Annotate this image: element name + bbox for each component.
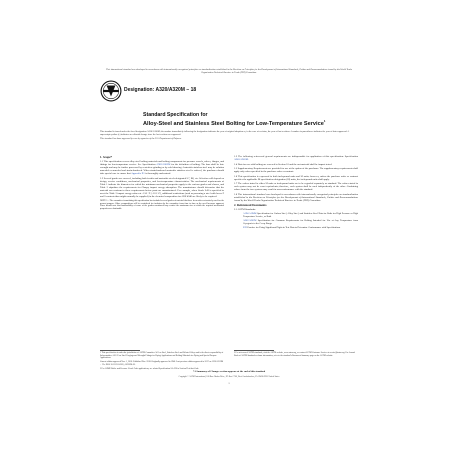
- footnote-2: 2 For ASME Boiler and Pressure Vessel Code applications, see related Specification SA-320 in Section II of that Code.: [100, 367, 200, 370]
- issuance-statement: [100, 131, 358, 142]
- scope-1-3: 1.3 The following referenced general requirements are indispensable for application of this specification: Specification A962/A962M.: [234, 155, 358, 162]
- title-footnote-mark: 1: [323, 119, 326, 124]
- summary-of-changes-note: *A Summary of Changes section appears at the end of this standard: [192, 370, 266, 373]
- footnotes-right: [234, 352, 358, 357]
- issuance-p2: This standard has been approved for use by agencies of the U.S. Department of Defense.: [100, 138, 182, 141]
- ref-item: A962/A962M Specification for Common Requirements for Bolting Intended for Use at Any Temperature from Cryogenic to the Creep Range: [243, 218, 358, 225]
- ref-2-1: 2.1 ASTM Standards:: [234, 207, 256, 211]
- scope-1-2: 1.2 Several grades are covered, including both ferritic and austenitic steels designated L7, B8, etc. Selection will depend on design, service conditions, mechanical properties, and low-temperature characteristics. The mechanical requirements of Table 1 indicate the diameters for which the minimum mechanical properties apply to the various grades and classes, and Table 2 stipulates the requirements for Charpy impact energy absorption. The manufacturer should determine that the material can conform to these requirements before parts are manufactured. For example, when Grade L43 is specified to meet the Table 2 impact energy values at −150 °F [−101 °C], additional restrictions (such as procuring a steel with lower P and S contents than might normally be supplied) in the chemical composition for AISI 4340 are likely to be required.: [100, 176, 224, 199]
- title-line-2: [143, 118, 343, 127]
- link-appendix-x1[interactable]: Appendix X1: [131, 172, 145, 176]
- title-line-1: Standard Specification for: [143, 112, 208, 118]
- tbt-notice: This international standard was developed in accordance with internationally recognized principles on standardization established in the Decision on Principles for the Development of International Standards, Guides and Recommendations issued by the World Trade Organization Technical Barriers to Trade (TBT) Committee.: [106, 69, 352, 74]
- footnote-3: 3 For referenced ASTM standards, visit the ASTM website, www.astm.org, or contact ASTM Customer Service at service@astm.org. For Annual Book of ASTM Standards volume information, refer to the standard's Document Summary page on the ASTM website.: [234, 352, 355, 357]
- footnote-1: 1 This specification is under the jurisdiction of ASTM Committee A01 on Steel, Stainless Steel and Related Alloys and is the direct responsibility of Subcommittee A01.22 on Steel Forgings and Wrought Fittings for Piping Applications and Bolting Materials for Piping and Special Purpose Applications.: [100, 352, 224, 360]
- document-title: [143, 112, 343, 128]
- link-a194[interactable]: A194/A194M: [243, 212, 257, 216]
- page-number: 1: [228, 382, 230, 385]
- scope-1-5: 1.5 Supplementary Requirements are provided for use at the option of the purchaser. The supplementary requirements shall apply only when specified in the purchase order or contract.: [234, 167, 358, 174]
- title-text: Alloy-Steel and Stainless Steel Bolting for Low-Temperature Service: [143, 121, 324, 128]
- left-column: [100, 155, 224, 212]
- footnote-divider-right: [234, 350, 274, 351]
- scope-1-7: 1.7 The values stated in either SI units or inch-pound units are to be regarded separately as standard. The values stated in each system may not be exact equivalents; therefore, each system shall be used independently of the other. Combining values from the two systems may result in non-conformance with the standard.: [234, 182, 358, 192]
- link-a962-b[interactable]: A962/A962M: [234, 158, 249, 162]
- astm-logo-icon: [100, 80, 122, 102]
- link-e29[interactable]: E29: [243, 225, 247, 229]
- right-column: [234, 155, 358, 229]
- scope-1-8: 1.8 This international standard was developed in accordance with internationally recognized principles on standardization established in the Decision on Principles for the Development of International Standards, Guides and Recommendations issued by the World Trade Organization Technical Barriers to Trade (TBT) Committee.: [234, 192, 358, 203]
- scope-heading: 1. Scope*: [100, 154, 112, 159]
- link-a962[interactable]: A962/A962M: [156, 162, 171, 166]
- scope-1-4: 1.4 Nuts for use with bolting are covered in Section 10 and the nut material shall be impact tested.: [234, 162, 333, 166]
- footnotes-left: [100, 352, 224, 371]
- referenced-documents-heading: 2. Referenced Documents: [234, 202, 267, 207]
- note-1: NOTE 1—The committee formulating this specification has included several grades of material that have been rather extensively used for the present purpose. Other compositions will be considered for inclusion by the committee from time to time as the need becomes apparent. Users should note that hardenability of some of the grades mentioned may restrict the maximum size at which the required mechanical properties are obtainable.: [100, 199, 224, 211]
- ref-item: A194/A194M Specification for Carbon Steel, Alloy Steel, and Stainless Steel Nuts for Bolts for High Pressure or High Temperature Service, or Both: [243, 212, 358, 219]
- footnote-divider-left: [100, 350, 140, 351]
- footnote-edition: Current edition approved Nov. 1, 2018. Published Nov. 2018. Originally approved in 1948. Last previous edition approved in 2017 as A320/A320M − 17a. DOI: 10.1520/A0320_A0320M-18.: [100, 361, 224, 366]
- ref-item: E29 Practice for Using Significant Digits in Test Data to Determine Conformance with Specifications: [243, 225, 341, 229]
- issuance-p1: This standard is issued under the fixed designation A320/A320M; the number immediately following the designation indicates the year of original adoption or, in the case of revision, the year of last revision. A number in parentheses indicates the year of last reapproval. A superscript epsilon (ε) indicates an editorial change since the last revision or reapproval.: [100, 131, 350, 136]
- scope-1-6: 1.6 This specification is expressed in both inch-pound units and SI units; however, unless the purchase order or contract specifies the applicable M specification designation (SI) units, the inch-pound units shall apply.: [234, 174, 358, 181]
- copyright: Copyright © ASTM International, 100 Barr Harbor Drive, PO Box C700, West Conshohocken, PA 19428-2959. United States: [178, 376, 280, 378]
- scope-1-1: 1.1 This specification covers alloy steel bolting materials and bolting components for pressure vessels, valves, flanges, and fittings for low-temperature service. See Specification A962/A962M for the definition of bolting. The bars shall be hot-wrought and may be further processed by centerless grinding or by cold drawing. Austenitic stainless steel may be solution annealed or annealed and strain-hardened. When strain-hardened austenitic stainless steel is ordered, the purchaser should take special care to ensure that Appendix X1 is thoroughly understood.: [100, 159, 225, 176]
- link-a962-c[interactable]: A962/A962M: [243, 218, 257, 222]
- designation: Designation: A320/A320M − 18: [124, 87, 197, 93]
